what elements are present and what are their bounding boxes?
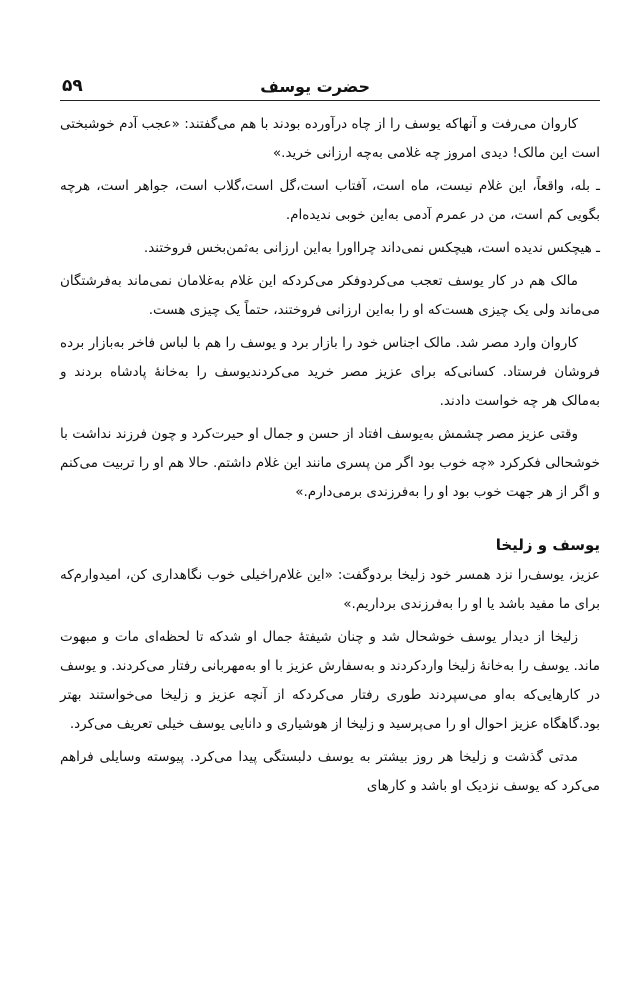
paragraph: زلیخا از دیدار یوسف خوشحال شد و چنان شیفتهٔ جمال او شدکه تا لحظه‌ای مات و مبهوت ماند. یوسف را به‌خانهٔ زلیخا واردکردند و به‌سفارش عزیز با او به‌مهربانی رفتار می‌کردند. و یوسف در کارهایی‌که به‌او می‌سپردند طوری رفتار می‌کرد‌که از آنچه عزیز و زلیخا می‌خواستند بهتر بود.گاهگاه عزیز احوال او را می‌پرسید و زلیخا از هوشیاری و دانایی یوسف خیلی تعریف می‌کرد. [60, 629, 600, 732]
running-header [62, 66, 598, 96]
paragraph: کاروان وارد مصر شد. مالک اجناس خود را بازار برد و یوسف را هم با لباس فاخر به‌بازار برده فروشان فرستاد. کسانی‌که برای عزیز مصر خرید می‌کردندیوسف را به‌خانهٔ پادشاه بردند و به‌مالک هر چه خواست دادند. [60, 335, 600, 409]
header-rule [60, 100, 600, 101]
paragraph: وقتی عزیز مصر چشمش به‌یوسف افتاد از حسن و جمال او حیرت‌کرد و چون فرزند نداشت با خوشحالی فکرکرد «چه خوب بود اگر من پسری مانند این غلام داشتم. حالا هم او را تربیت می‌کنم و اگر از هر جهت خوب بود او را به‌فرزندی برمی‌دارم.» [60, 426, 600, 500]
paragraph: مالک هم در کار یوسف تعجب می‌کردوفکر می‌کردکه این غلام به‌غلامان نمی‌ماند به‌فرشتگان می‌ماند ولی یک چیزی هست‌که او را به‌این ارزانی فروختند، حتماً یک چیزی هست. [60, 273, 600, 318]
body-text [60, 110, 600, 805]
chapter-title: حضرت یوسف [260, 77, 370, 96]
section-heading: یوسف و زلیخا [495, 536, 600, 554]
paragraph: ـ هیچکس ندیده است، هیچکس نمی‌داند چرااورا به‌این ارزانی به‌ثمن‌بخس فروختند. [143, 240, 600, 256]
paragraph: عزیز، یوسف‌را نزد همسر خود زلیخا بردوگفت: «این غلام‌راخیلی خوب نگاهداری کن، امیدوارم‌که برای ما مفید باشد یا او را به‌فرزندی برداریم.» [60, 567, 600, 612]
page-number: ۵۹ [62, 76, 83, 96]
paragraph: ـ بله، واقعاً، این غلام نیست، ماه است، آفتاب است،گل است،گلاب است، جواهر است، هرچه بگویی کم است، من در عمرم آدمی به‌این خوبی ندیده‌ام. [60, 178, 600, 223]
paragraph: کاروان می‌رفت و آنهاکه یوسف را از چاه درآورده بودند با هم می‌گفتند: «عجب آدم خوشبختی است این مالک! دیدی امروز چه غلامی به‌چه ارزانی خرید.» [60, 116, 600, 161]
paragraph: مدتی گذشت و زلیخا هر روز بیشتر به یوسف دلبستگی پیدا می‌کرد. پیوسته وسایلی فراهم می‌کرد که یوسف نزدیک او باشد و کارهای [60, 749, 600, 794]
